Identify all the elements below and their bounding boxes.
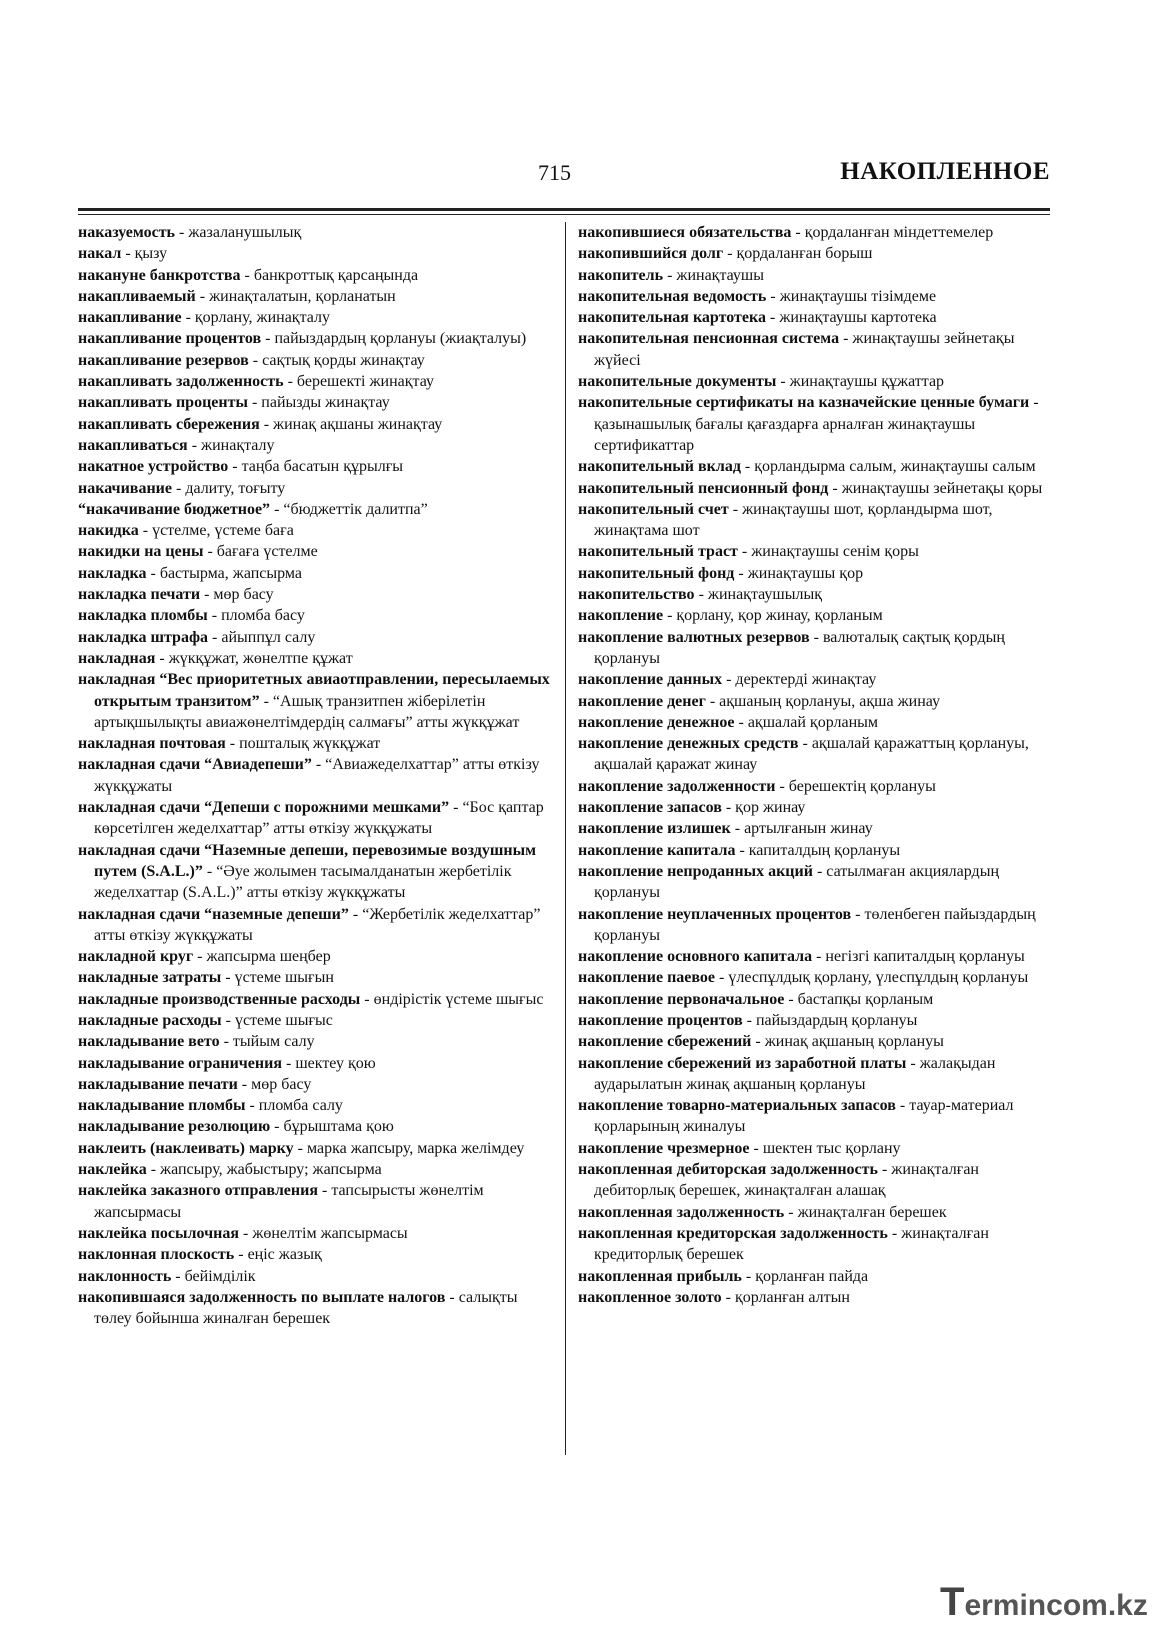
dictionary-entry xyxy=(78,1180,558,1223)
dictionary-entry xyxy=(578,286,1050,307)
logo-letter-t: T xyxy=(940,1580,965,1624)
entry-term: накопление денег xyxy=(578,692,706,710)
entry-definition: - жинақтаушы xyxy=(663,266,764,284)
entry-definition: - жинақ ақшаны жинақтау xyxy=(259,415,443,433)
dictionary-entry xyxy=(78,904,558,947)
dictionary-entry xyxy=(578,328,1050,371)
entry-definition: - тыйым салу xyxy=(219,1033,315,1051)
dictionary-entry xyxy=(578,222,1050,243)
entry-term: накладные производственные расходы xyxy=(78,990,361,1008)
dictionary-entry xyxy=(578,989,1050,1010)
entry-definition: - ақшалай қорланым xyxy=(734,713,878,731)
entry-definition: - жөнелтім жапсырмасы xyxy=(238,1224,408,1242)
entry-definition: - ақшалай қаражаттың қорлануы, ақшалай қаражат жинау xyxy=(594,735,1029,774)
entry-term: накладная сдачи “наземные депеши” xyxy=(78,905,349,923)
entry-definition: - жинақтаушы картотека xyxy=(765,309,937,327)
entry-term: наклейка xyxy=(78,1161,147,1179)
dictionary-entry xyxy=(78,1223,558,1244)
entry-definition: - төленбеген пайыздардың қорлануы xyxy=(594,905,1036,944)
dictionary-entry xyxy=(78,1116,558,1137)
page-number: 715 xyxy=(538,160,571,185)
dictionary-entry xyxy=(78,265,558,286)
dictionary-entry xyxy=(78,989,558,1010)
dictionary-entry xyxy=(78,499,558,520)
entry-term: накопившиеся обязательства xyxy=(578,224,792,241)
header-rule-thick xyxy=(78,208,1050,211)
entry-term: наклеить (наклеивать) марку xyxy=(78,1139,294,1157)
entry-definition: - қордаланған міндеттемелер xyxy=(791,224,994,241)
entry-definition: - жинақтаушы тізімдеме xyxy=(766,287,937,305)
entry-definition: - қор жинау xyxy=(721,799,806,817)
entry-definition: - қордаланған борыш xyxy=(723,245,873,263)
dictionary-entry xyxy=(78,435,558,456)
dictionary-entry xyxy=(578,478,1050,499)
entry-term: наклейка посылочная xyxy=(78,1224,239,1242)
entry-definition: - пломба басу xyxy=(207,607,305,625)
entry-term: накладка пломбы xyxy=(78,607,208,625)
entry-definition: - жинақталған кредиторлық берешек xyxy=(594,1224,989,1264)
entry-term: накапливаться xyxy=(78,436,188,454)
entry-term: накапливаемый xyxy=(78,287,196,305)
dictionary-entry xyxy=(578,243,1050,264)
entry-term: накопление денежное xyxy=(578,713,735,731)
entry-term: накладывание печати xyxy=(78,1075,238,1093)
entry-definition: - марка жапсыру, марка желімдеу xyxy=(293,1139,525,1157)
entry-definition: - мөр басу xyxy=(237,1075,312,1093)
entry-term: накануне банкротства xyxy=(78,266,241,284)
entry-term: накопительство xyxy=(578,586,695,604)
entry-definition: - берешекті жинақтау xyxy=(283,373,435,391)
entry-term: накопительный вклад xyxy=(578,458,741,476)
entry-term: накладка штрафа xyxy=(78,628,209,646)
entry-term: накопленная прибыль xyxy=(578,1267,742,1285)
entry-term: накопление товарно-материальных запасов xyxy=(578,1097,896,1115)
entry-definition: - мөр басу xyxy=(200,586,274,604)
entry-term: накопление первоначальное xyxy=(578,990,785,1008)
guide-word: НАКОПЛЕННОЕ xyxy=(840,158,1050,185)
entry-definition: - қорландырма салым, жинақтаушы салым xyxy=(740,458,1036,476)
dictionary-entry xyxy=(78,1053,558,1074)
dictionary-entry xyxy=(578,818,1050,839)
entry-definition: - шектеу қою xyxy=(282,1054,376,1072)
entry-definition: - банкроттық қарсаңында xyxy=(240,266,419,284)
entry-term: накидки на цены xyxy=(78,543,204,561)
entry-term: накопительные документы xyxy=(578,373,777,391)
dictionary-entry xyxy=(78,222,558,243)
dictionary-entry xyxy=(578,904,1050,947)
entry-term: накладка xyxy=(78,564,147,582)
entry-term: накопление непроданных акций xyxy=(578,862,813,880)
dictionary-entry xyxy=(78,456,558,477)
dictionary-entry xyxy=(78,243,558,264)
entry-term: накопительные сертификаты на казначейские ценные бумаги xyxy=(578,394,1030,412)
entry-term: накладные расходы xyxy=(78,1011,222,1029)
dictionary-entry xyxy=(78,328,558,349)
entry-term: накопленное золото xyxy=(578,1288,722,1306)
entry-term: накопление паевое xyxy=(578,969,716,987)
dictionary-entry xyxy=(578,776,1050,797)
entry-term: накапливать сбережения xyxy=(78,415,260,433)
entry-term: накладной круг xyxy=(78,948,194,966)
entry-term: накопительная ведомость xyxy=(578,287,767,305)
entry-term: накладная почтовая xyxy=(78,735,226,753)
dictionary-entry xyxy=(578,733,1050,776)
entry-term: накопительный фонд xyxy=(578,564,735,582)
entry-term: накладка печати xyxy=(78,586,201,604)
entry-term: накопленная задолженность xyxy=(578,1203,785,1221)
dictionary-entry xyxy=(578,691,1050,712)
dictionary-entry xyxy=(578,1266,1050,1287)
entry-definition: - жинақталу xyxy=(187,436,275,454)
entry-definition: - пайызды жинақтау xyxy=(247,394,390,412)
entry-definition: - салықты төлеу бойынша жиналған берешек xyxy=(94,1288,518,1328)
dictionary-entry xyxy=(78,1095,558,1116)
entry-definition: - жинақтаушы құжаттар xyxy=(776,373,945,391)
entry-definition: - еңіс жазық xyxy=(234,1246,322,1264)
entry-definition: - жинақтаушылық xyxy=(694,586,822,604)
entry-term: накопление сбережений xyxy=(578,1033,752,1051)
entry-definition: - берешектің қорлануы xyxy=(775,777,936,795)
entry-definition: - қорлану, жинақталу xyxy=(181,309,330,327)
entry-term: накопительная пенсионная система xyxy=(578,330,840,348)
entry-definition: - жинақтаушы қор xyxy=(734,564,864,582)
dictionary-entry xyxy=(78,1074,558,1095)
entry-term: накладывание пломбы xyxy=(78,1097,246,1115)
entry-term: накопившийся долг xyxy=(578,245,724,263)
entry-term: накопление основного капитала xyxy=(578,948,813,966)
dictionary-entry xyxy=(578,712,1050,733)
entry-definition: - жинақтаушы зейнетақы жүйесі xyxy=(594,330,1015,369)
entry-term: накладные затраты xyxy=(78,969,222,987)
entry-term: накопление данных xyxy=(578,671,723,689)
dictionary-entry xyxy=(578,371,1050,392)
entry-definition: - бұрыштама қою xyxy=(270,1118,394,1136)
dictionary-entry xyxy=(78,1266,558,1287)
entry-term: накапливание процентов xyxy=(78,330,262,348)
entry-definition: - далиту, тоғыту xyxy=(171,479,286,497)
entry-definition: - жинақталған дебиторлық берешек, жинақталған алашақ xyxy=(594,1161,979,1200)
dictionary-entry xyxy=(78,627,558,648)
dictionary-entry xyxy=(578,541,1050,562)
dictionary-entry xyxy=(578,392,1050,456)
dictionary-entry xyxy=(78,605,558,626)
dictionary-entry xyxy=(578,1053,1050,1096)
dictionary-entry xyxy=(78,733,558,754)
entry-term: накопление процентов xyxy=(578,1011,743,1029)
dictionary-entry xyxy=(78,1287,558,1330)
entry-definition: - қазынашылық бағалы қағаздарға арналған жинақтаушы сертификаттар xyxy=(594,394,1039,454)
entry-term: накопление xyxy=(578,607,664,625)
entry-definition: - “Әуе жолымен тасымалданатын жербетілік жеделхаттар (S.A.L.)” атты өткізу жүкқұжаты xyxy=(94,862,512,902)
entry-definition: - “бюджеттік далитпа” xyxy=(270,500,428,518)
entry-term: накопление денежных средств xyxy=(578,735,799,753)
entry-definition: - капиталдың қорлануы xyxy=(735,841,901,859)
entry-definition: - жинақталған берешек xyxy=(784,1203,947,1221)
entry-definition: - бейімділік xyxy=(171,1267,256,1285)
entry-definition: - тапсырысты жөнелтім жапсырмасы xyxy=(94,1182,484,1221)
logo-text: ermincom.kz xyxy=(964,1589,1148,1622)
dictionary-entry xyxy=(578,584,1050,605)
dictionary-entry xyxy=(578,563,1050,584)
terminkom-logo xyxy=(940,1580,1150,1624)
dictionary-entry xyxy=(78,307,558,328)
dictionary-entry xyxy=(78,541,558,562)
dictionary-entry xyxy=(78,563,558,584)
entry-definition: - жинақ ақшаның қорлануы xyxy=(751,1033,944,1051)
dictionary-entry xyxy=(578,669,1050,690)
entry-term: накопление сбережений из заработной платы xyxy=(578,1054,907,1072)
entry-term: наклейка заказного отправления xyxy=(78,1182,318,1200)
entry-term: накопление запасов xyxy=(578,799,722,817)
entry-definition: - жинақтаушы шот, қорландырма шот, жинақтама шот xyxy=(594,500,993,540)
entry-definition: - валюталық сақтық қордың қорлануы xyxy=(594,628,1005,667)
entry-term: накопление задолженности xyxy=(578,777,776,795)
entry-term: накладная сдачи “Наземные депеши, перевозимые воздушным путем (S.A.L.)” xyxy=(78,841,536,880)
entry-definition: - жүкқұжат, жөнелтпе құжат xyxy=(155,649,353,667)
entry-term: накопление валютных резервов xyxy=(578,628,810,646)
dictionary-entry xyxy=(78,1159,558,1180)
dictionary-entry xyxy=(78,392,558,413)
entry-definition: - айыппұл салу xyxy=(208,628,316,646)
entry-definition: - қызу xyxy=(121,245,168,263)
entry-term: накладывание ограничения xyxy=(78,1054,282,1072)
dictionary-entry xyxy=(78,478,558,499)
dictionary-entry xyxy=(578,1010,1050,1031)
entry-definition: - жинақтаушы зейнетақы қоры xyxy=(828,479,1043,497)
entry-term: накопительный траст xyxy=(578,543,738,561)
dictionary-entry xyxy=(78,1010,558,1031)
entry-definition: - “Ашық транзитпен жіберілетін артықшылықты авиажөнелтімдердің салмағы” атты жүкқұжат xyxy=(94,692,520,731)
entry-definition: - сақтық қорды жинақтау xyxy=(248,351,425,369)
dictionary-entry xyxy=(578,1138,1050,1159)
entry-definition: - өндірістік үстеме шығыс xyxy=(360,990,544,1008)
dictionary-entry xyxy=(78,350,558,371)
entry-term: накачивание xyxy=(78,479,172,497)
entry-definition: - ақшаның қорлануы, ақша жинау xyxy=(705,692,941,710)
entry-term: накапливать проценты xyxy=(78,394,248,412)
entry-term: накидка xyxy=(78,522,139,540)
entry-definition: - бастырма, жапсырма xyxy=(146,564,303,582)
dictionary-entry xyxy=(78,286,558,307)
entry-term: накладная сдачи “Авиадепеши” xyxy=(78,756,312,774)
entry-definition: - сатылмаған акциялардың қорлануы xyxy=(594,862,1000,902)
entry-term: накапливать задолженность xyxy=(78,373,284,391)
dictionary-entry xyxy=(78,967,558,988)
entry-definition: - негізгі капиталдың қорлануы xyxy=(812,948,1025,966)
dictionary-entry xyxy=(578,946,1050,967)
entry-definition: - пошталық жүкқұжат xyxy=(225,735,381,753)
entry-term: накапливание xyxy=(78,309,182,327)
dictionary-entry xyxy=(578,967,1050,988)
entry-definition: - жинақтаушы сенім қоры xyxy=(737,543,919,561)
entry-term: накопленная кредиторская задолженность xyxy=(578,1224,888,1242)
entry-term: накладная “Вес приоритетных авиаотправлении, пересылаемых открытым транзитом” xyxy=(78,671,550,710)
dictionary-entry xyxy=(578,840,1050,861)
dictionary-entry xyxy=(78,414,558,435)
entry-definition: - “Бос қаптар көрсетілген жеделхаттар” атты өткізу жүкқұжаты xyxy=(94,799,544,838)
entry-term: накопление неуплаченных процентов xyxy=(578,905,852,923)
entry-definition: - қорланған алтын xyxy=(721,1288,850,1306)
dictionary-entry xyxy=(578,627,1050,670)
dictionary-entry xyxy=(78,371,558,392)
entry-definition: - шектен тыс қорлану xyxy=(749,1139,901,1157)
entry-definition: - пайыздардың қорлануы (жиақталуы) xyxy=(261,330,527,348)
entry-definition: - қорлану, қор жинау, қорланым xyxy=(663,607,883,625)
entry-term: накатное устройство xyxy=(78,458,229,476)
dictionary-entry xyxy=(578,797,1050,818)
dictionary-entry xyxy=(578,1095,1050,1138)
dictionary-entry xyxy=(578,456,1050,477)
entry-term: накопительная картотека xyxy=(578,309,766,327)
entry-definition: - үстелме, үстеме баға xyxy=(138,522,294,540)
dictionary-entry xyxy=(578,1223,1050,1266)
entry-definition: - артылғанын жинау xyxy=(730,820,873,838)
entry-term: наклонная плоскость xyxy=(78,1246,235,1264)
entry-definition: - бастапқы қорланым xyxy=(784,990,934,1008)
dictionary-entry xyxy=(78,1138,558,1159)
entry-term: накопление чрезмерное xyxy=(578,1139,750,1157)
dictionary-entry xyxy=(78,1244,558,1265)
entry-term: накапливание резервов xyxy=(78,351,249,369)
dictionary-entry xyxy=(78,584,558,605)
right-column xyxy=(578,222,1050,1308)
entry-term: накопленная дебиторская задолженность xyxy=(578,1161,878,1179)
dictionary-entry xyxy=(578,265,1050,286)
entry-term: накопление капитала xyxy=(578,841,736,859)
entry-term: накладывание вето xyxy=(78,1033,220,1051)
dictionary-entry xyxy=(578,1159,1050,1202)
dictionary-entry xyxy=(78,754,558,797)
entry-definition: - үстеме шығыс xyxy=(221,1011,333,1029)
dictionary-entry xyxy=(578,1287,1050,1308)
entry-term: накопление излишек xyxy=(578,820,731,838)
entry-definition: - жалақыдан аударылатын жинақ ақшаның қорлануы xyxy=(594,1054,996,1093)
dictionary-entry xyxy=(78,648,558,669)
entry-definition: - бағаға үстелме xyxy=(203,543,318,561)
entry-term: “накачивание бюджетное” xyxy=(78,500,271,518)
entry-term: накал xyxy=(78,245,122,263)
entry-term: накопительный счет xyxy=(578,500,729,518)
entry-definition: - “Жербетілік жеделхаттар” атты өткізу жүкқұжаты xyxy=(94,905,541,944)
entry-term: накладывание резолюцию xyxy=(78,1118,271,1136)
dictionary-entry xyxy=(578,1031,1050,1052)
entry-definition: - жинақталатын, қорланатын xyxy=(195,287,396,305)
dictionary-entry xyxy=(578,861,1050,904)
entry-definition: - пломба салу xyxy=(245,1097,343,1115)
entry-term: накопительный пенсионный фонд xyxy=(578,479,829,497)
dictionary-entry xyxy=(578,499,1050,542)
dictionary-entry xyxy=(78,520,558,541)
dictionary-entry xyxy=(78,1031,558,1052)
entry-definition: - жапсырма шеңбер xyxy=(193,948,331,966)
dictionary-entry xyxy=(578,1202,1050,1223)
left-column xyxy=(78,222,558,1329)
entry-definition: - “Авиажеделхаттар” атты өткізу жүкқұжаты xyxy=(94,756,540,795)
dictionary-entry xyxy=(578,307,1050,328)
entry-definition: - тауар-материал қорларының жиналуы xyxy=(594,1097,1014,1136)
header-rule-thin xyxy=(78,214,1050,215)
dictionary-entry xyxy=(78,669,558,733)
entry-term: накладная xyxy=(78,649,156,667)
entry-definition: - пайыздардың қорлануы xyxy=(742,1011,918,1029)
dictionary-entry xyxy=(78,840,558,904)
column-divider xyxy=(565,222,566,1455)
dictionary-entry xyxy=(78,797,558,840)
dictionary-entry xyxy=(578,605,1050,626)
entry-definition: - қорланған пайда xyxy=(741,1267,869,1285)
entry-term: накопитель xyxy=(578,266,664,284)
entry-term: наклонность xyxy=(78,1267,172,1285)
entry-definition: - үлеспұлдық қорлану, үлеспұлдың қорлануы xyxy=(715,969,1029,987)
entry-definition: - жапсыру, жабыстыру; жапсырма xyxy=(146,1161,382,1179)
dictionary-entry xyxy=(78,946,558,967)
entry-term: накопившаяся задолженность по выплате налогов xyxy=(78,1288,446,1306)
entry-definition: - жазаланушылық xyxy=(175,224,302,241)
entry-definition: - үстеме шығын xyxy=(221,969,334,987)
entry-definition: - деректерді жинақтау xyxy=(722,671,877,689)
entry-term: накладная сдачи “Депеши с порожними мешками” xyxy=(78,799,450,817)
entry-definition: - таңба басатын құрылғы xyxy=(228,458,404,476)
entry-term: наказуемость xyxy=(78,224,176,241)
